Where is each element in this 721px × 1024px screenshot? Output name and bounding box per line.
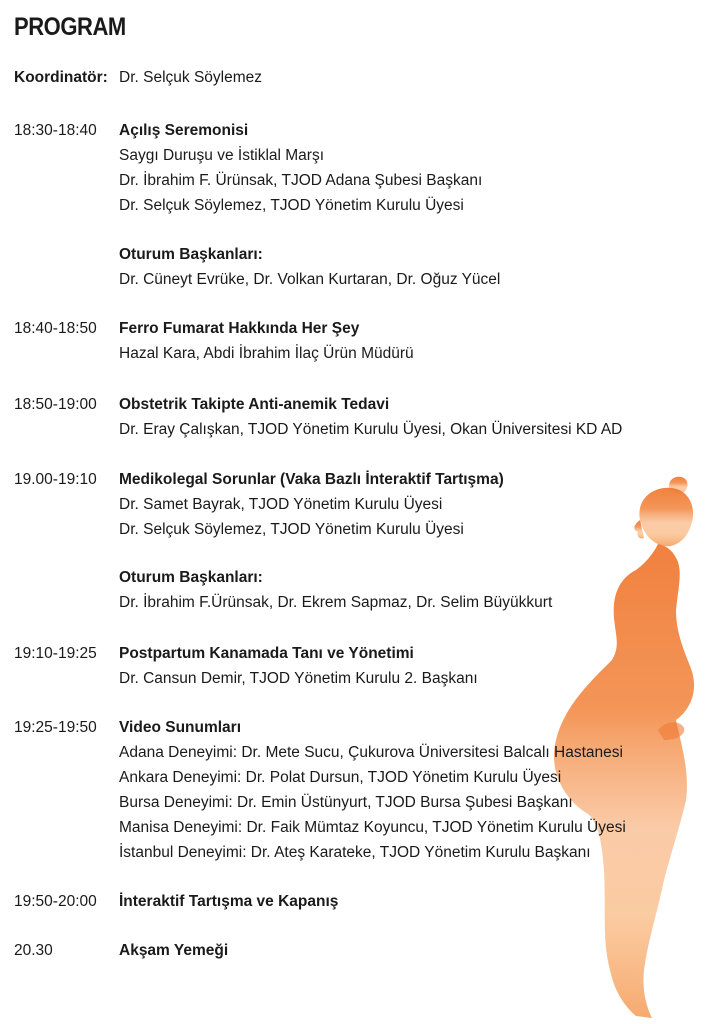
session-line: Ankara Deneyimi: Dr. Polat Dursun, TJOD Yönetim Kurulu Üyesi	[119, 769, 562, 786]
session-time: 18:30-18:40	[14, 122, 97, 139]
session-line: İstanbul Deneyimi: Dr. Ateş Karateke, TJOD Yönetim Kurulu Başkanı	[119, 844, 591, 861]
program-content	[14, 10, 704, 959]
session-time: 19:10-19:25	[14, 645, 97, 662]
session-time: 19:50-20:00	[14, 893, 97, 910]
session-heading: Akşam Yemeği	[119, 942, 229, 959]
session-line: Bursa Deneyimi: Dr. Emin Üstünyurt, TJOD Bursa Şubesi Başkanı	[119, 794, 573, 811]
session-heading: Video Sunumları	[119, 719, 242, 736]
session-heading: Açılış Seremonisi	[119, 122, 249, 139]
session-time: 18:40-18:50	[14, 320, 97, 337]
session-line: Dr. Cüneyt Evrüke, Dr. Volkan Kurtaran, Dr. Oğuz Yücel	[119, 271, 501, 288]
session-line: Dr. Samet Bayrak, TJOD Yönetim Kurulu Üyesi	[119, 496, 443, 513]
session-heading: Oturum Başkanları:	[119, 246, 263, 263]
session-line: Saygı Duruşu ve İstiklal Marşı	[119, 147, 325, 164]
session-time: 19:25-19:50	[14, 719, 97, 736]
session-heading: Ferro Fumarat Hakkında Her Şey	[119, 320, 360, 337]
session-time: 18:50-19:00	[14, 396, 97, 413]
session-heading: Obstetrik Takipte Anti-anemik Tedavi	[119, 396, 390, 413]
session-line: Dr. Cansun Demir, TJOD Yönetim Kurulu 2. Başkanı	[119, 670, 478, 687]
session-heading: Postpartum Kanamada Tanı ve Yönetimi	[119, 645, 414, 662]
session-line: Dr. İbrahim F. Ürünsak, TJOD Adana Şubesi Başkanı	[119, 172, 483, 189]
session-heading: Oturum Başkanları:	[119, 569, 263, 586]
session-line: Hazal Kara, Abdi İbrahim İlaç Ürün Müdürü	[119, 345, 414, 362]
session-line: Dr. Eray Çalışkan, TJOD Yönetim Kurulu Üyesi, Okan Üniversitesi KD AD	[119, 421, 623, 438]
session-line: Dr. İbrahim F.Ürünsak, Dr. Ekrem Sapmaz, Dr. Selim Büyükkurt	[119, 594, 553, 611]
session-heading: Medikolegal Sorunlar (Vaka Bazlı İnteraktif Tartışma)	[119, 471, 504, 488]
session-line: Dr. Selçuk Söylemez, TJOD Yönetim Kurulu Üyesi	[119, 197, 464, 214]
session-time: 20.30	[14, 942, 53, 959]
coordinator-name: Dr. Selçuk Söylemez	[119, 69, 262, 86]
page-title: PROGRAM	[14, 13, 126, 41]
session-time: 19.00-19:10	[14, 471, 97, 488]
coordinator-row	[14, 67, 262, 89]
session-line: Dr. Selçuk Söylemez, TJOD Yönetim Kurulu Üyesi	[119, 521, 464, 538]
coordinator-label: Koordinatör:	[14, 69, 108, 86]
session-line: Manisa Deneyimi: Dr. Faik Mümtaz Koyuncu, TJOD Yönetim Kurulu Üyesi	[119, 819, 626, 836]
session-line: Adana Deneyimi: Dr. Mete Sucu, Çukurova Üniversitesi Balcalı Hastanesi	[119, 744, 623, 761]
session-heading: İnteraktif Tartışma ve Kapanış	[119, 893, 339, 910]
